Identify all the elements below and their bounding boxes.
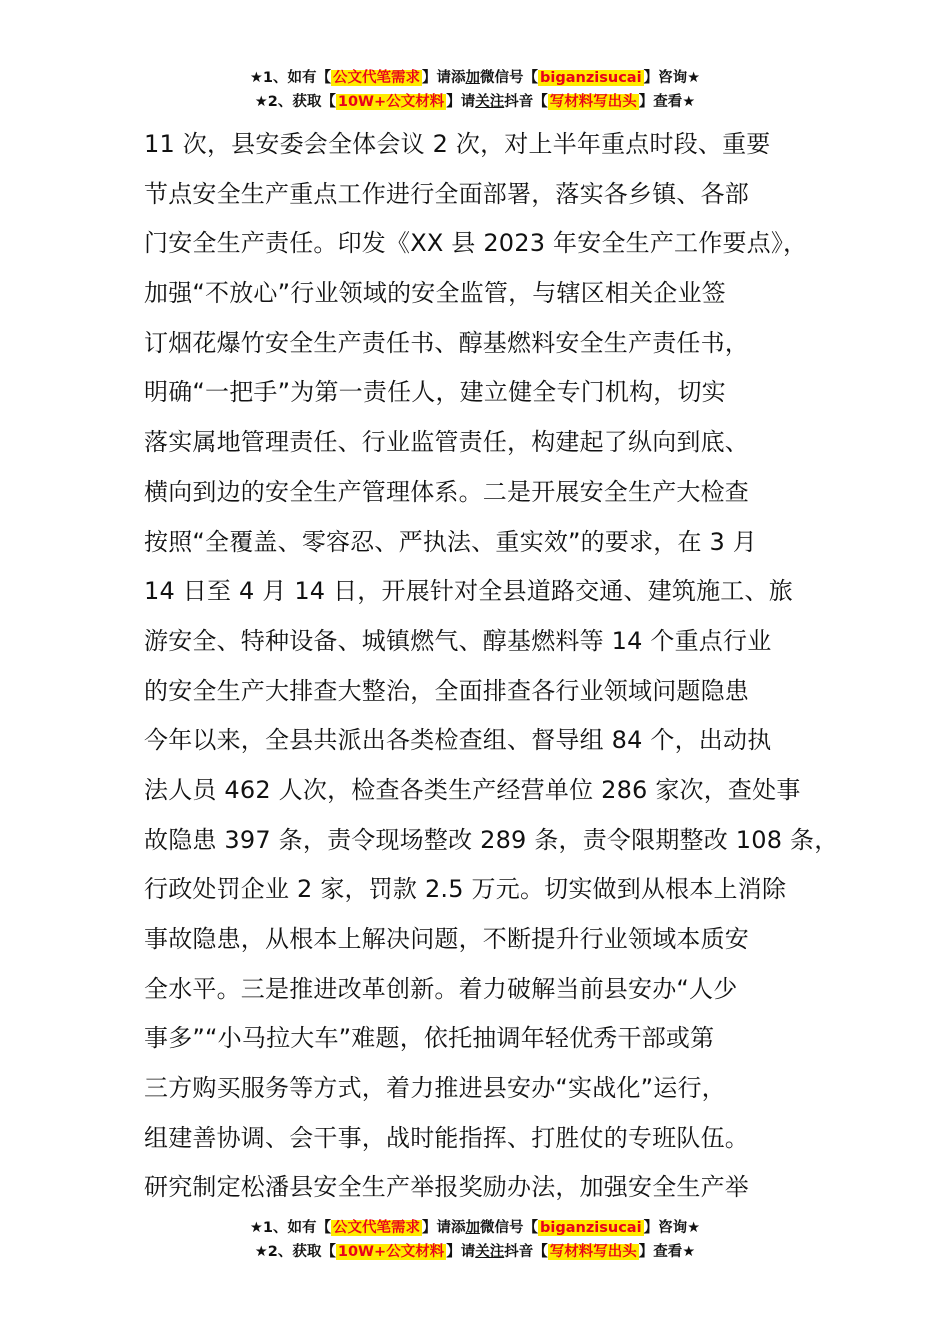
document-body xyxy=(144,120,844,1213)
header-text: 】咨询★ xyxy=(643,70,701,86)
footer-underlined: 关注 xyxy=(475,1244,505,1260)
text-line: 今年以来，全县共派出各类检查组、督导组 84 个，出动执 xyxy=(144,726,772,755)
text-line: 横向到边的安全生产管理体系。二是开展安全生产大检查 xyxy=(144,477,749,506)
header-line-1 xyxy=(0,66,950,90)
highlight-materials: 10W+公文材料 xyxy=(337,1244,445,1260)
header-text: ★2、获取【 xyxy=(254,94,336,110)
highlight-service: 公文代笔需求 xyxy=(333,70,421,86)
header-text: 微信号【 xyxy=(480,70,539,86)
text-line: 门安全生产责任。印发《XX 县 2023 年安全生产工作要点》， xyxy=(144,229,808,258)
footer-underlined: 加 xyxy=(465,1220,481,1236)
text-line: 明确“一把手”为第一责任人，建立健全专门机构，切实 xyxy=(144,378,726,407)
text-line: 落实属地管理责任、行业监管责任，构建起了纵向到底、 xyxy=(144,428,749,457)
footer-line-2 xyxy=(0,1240,950,1264)
footer-text: 】查看★ xyxy=(638,1244,696,1260)
header-text: 抖音【 xyxy=(504,94,548,110)
highlight-douyin: 写材料写出头 xyxy=(549,1244,637,1260)
text-line: 行政处罚企业 2 家，罚款 2.5 万元。切实做到从根本上消除 xyxy=(144,875,787,904)
text-line: 加强“不放心”行业领域的安全监管，与辖区相关企业签 xyxy=(144,279,726,308)
footer-text: ★2、获取【 xyxy=(254,1244,336,1260)
text-line: 的安全生产大排查大整治，全面排查各行业领域问题隐患 xyxy=(144,676,749,705)
text-line: 14 日至 4 月 14 日，开展针对全县道路交通、建筑施工、旅 xyxy=(144,577,793,606)
footer-text: 】咨询★ xyxy=(643,1220,701,1236)
highlight-wechat-id: biganzisucai xyxy=(540,1220,642,1236)
text-line: 游安全、特种设备、城镇燃气、醇基燃料等 14 个重点行业 xyxy=(144,626,772,655)
footer-text: 微信号【 xyxy=(480,1220,539,1236)
header-text: 】请添 xyxy=(422,70,466,86)
footer-line-1 xyxy=(0,1216,950,1240)
highlight-materials: 10W+公文材料 xyxy=(337,94,445,110)
text-line: 节点安全生产重点工作进行全面部署，落实各乡镇、各部 xyxy=(144,179,749,208)
header-text: 】查看★ xyxy=(638,94,696,110)
header-text: ★1、如有【 xyxy=(249,70,332,86)
text-line: 三方购买服务等方式，着力推进县安办“实战化”运行， xyxy=(144,1074,726,1103)
text-line: 研究制定松潘县安全生产举报奖励办法，加强安全生产举 xyxy=(144,1173,749,1202)
text-line: 按照“全覆盖、零容忍、严执法、重实效”的要求，在 3 月 xyxy=(144,527,757,556)
header-text: 】请 xyxy=(446,94,476,110)
text-line: 全水平。三是推进改革创新。着力破解当前县安办“人少 xyxy=(144,974,738,1003)
footer-text: 】请添 xyxy=(422,1220,466,1236)
text-line: 订烟花爆竹安全生产责任书、醇基燃料安全生产责任书， xyxy=(144,328,749,357)
highlight-douyin: 写材料写出头 xyxy=(549,94,637,110)
header-line-2 xyxy=(0,90,950,114)
text-line: 11 次，县安委会全体会议 2 次，对上半年重点时段、重要 xyxy=(144,130,771,158)
footer-banner xyxy=(0,1216,950,1264)
text-line: 事故隐患，从根本上解决问题，不断提升行业领域本质安 xyxy=(144,925,749,953)
text-line: 事多”“小马拉大车”难题，依托抽调年轻优秀干部或第 xyxy=(144,1024,715,1053)
footer-text: ★1、如有【 xyxy=(249,1220,332,1236)
text-line: 法人员 462 人次，检查各类生产经营单位 286 家次，查处事 xyxy=(144,775,801,804)
highlight-service: 公文代笔需求 xyxy=(333,1220,421,1236)
text-line: 故隐患 397 条，责令现场整改 289 条，责令限期整改 108 条， xyxy=(144,825,839,854)
text-line: 组建善协调、会干事，战时能指挥、打胜仗的专班队伍。 xyxy=(144,1123,749,1152)
header-underlined: 加 xyxy=(465,70,481,86)
header-banner xyxy=(0,66,950,114)
footer-text: 抖音【 xyxy=(504,1244,548,1260)
footer-text: 】请 xyxy=(446,1244,476,1260)
highlight-wechat-id: biganzisucai xyxy=(540,70,642,86)
header-underlined: 关注 xyxy=(475,94,505,110)
